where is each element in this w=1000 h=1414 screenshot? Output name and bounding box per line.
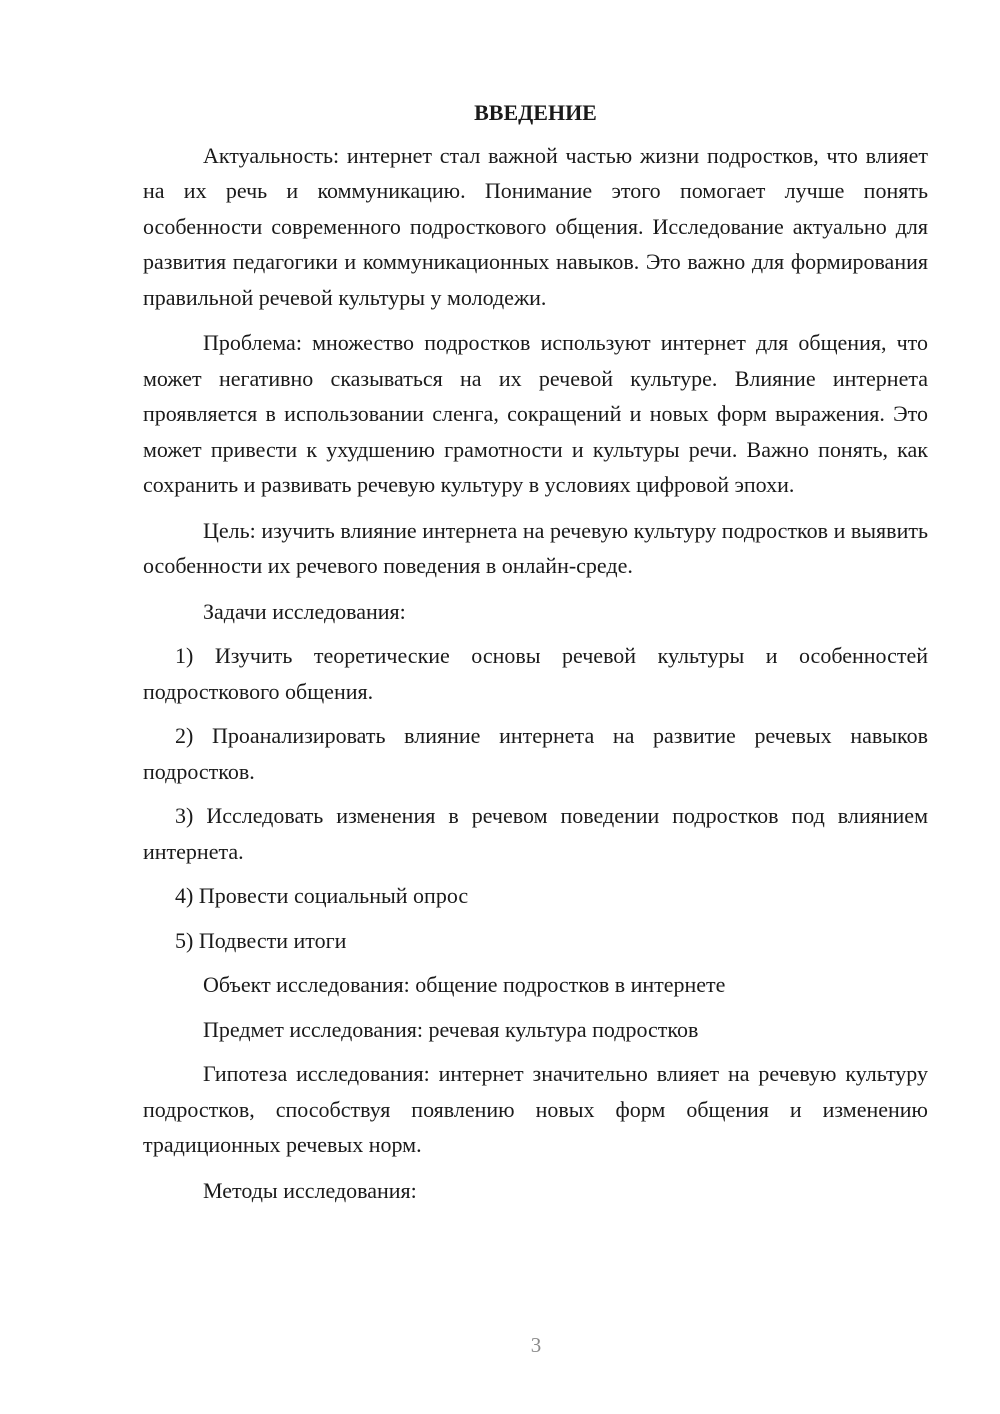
goal-paragraph: Цель: изучить влияние интернета на речевую культуру подростков и выявить особенности их речевого поведения в онлайн-среде. <box>143 517 928 578</box>
task-item-2: 2) Проанализировать влияние интернета на развитие речевых навыков подростков. <box>143 723 928 784</box>
subject-paragraph: Предмет исследования: речевая культура подростков <box>203 1016 699 1042</box>
hypothesis-paragraph: Гипотеза исследования: интернет значительно влияет на речевую культуру подростков, способствуя появлению новых форм общения и изменению традиционных речевых норм. <box>143 1061 928 1157</box>
task-item-4: 4) Провести социальный опрос <box>175 883 469 908</box>
relevance-paragraph: Актуальность: интернет стал важной частью жизни подростков, что влияет на их речь и коммуникацию. Понимание этого помогает лучше понять особенности современного подросткового общения. Исследование актуально для развития педагогики и коммуникационных навыков. Это важно для формирования правильной речевой культуры у молодежи. <box>143 142 928 310</box>
tasks-label: Задачи исследования: <box>203 598 406 624</box>
problem-paragraph: Проблема: множество подростков используют интернет для общения, что может негативно сказываться на их речевой культуре. Влияние интернета проявляется в использовании сленга, сокращений и новых форм выражения. Это может привести к ухудшению грамотности и культуры речи. Важно понять, как сохранить и развивать речевую культуру в условиях цифровой эпохи. <box>143 330 928 497</box>
section-heading: ВВЕДЕНИЕ <box>474 100 597 125</box>
object-paragraph: Объект исследования: общение подростков в интернете <box>203 972 726 997</box>
task-item-1: 1) Изучить теоретические основы речевой культуры и особенностей подросткового общения. <box>143 643 928 704</box>
page-number: 3 <box>530 1333 542 1357</box>
task-item-5: 5) Подвести итоги <box>175 927 347 953</box>
methods-label: Методы исследования: <box>203 1177 417 1203</box>
task-item-3: 3) Исследовать изменения в речевом поведении подростков под влиянием интернета. <box>143 803 928 864</box>
page-content <box>143 95 928 1217</box>
